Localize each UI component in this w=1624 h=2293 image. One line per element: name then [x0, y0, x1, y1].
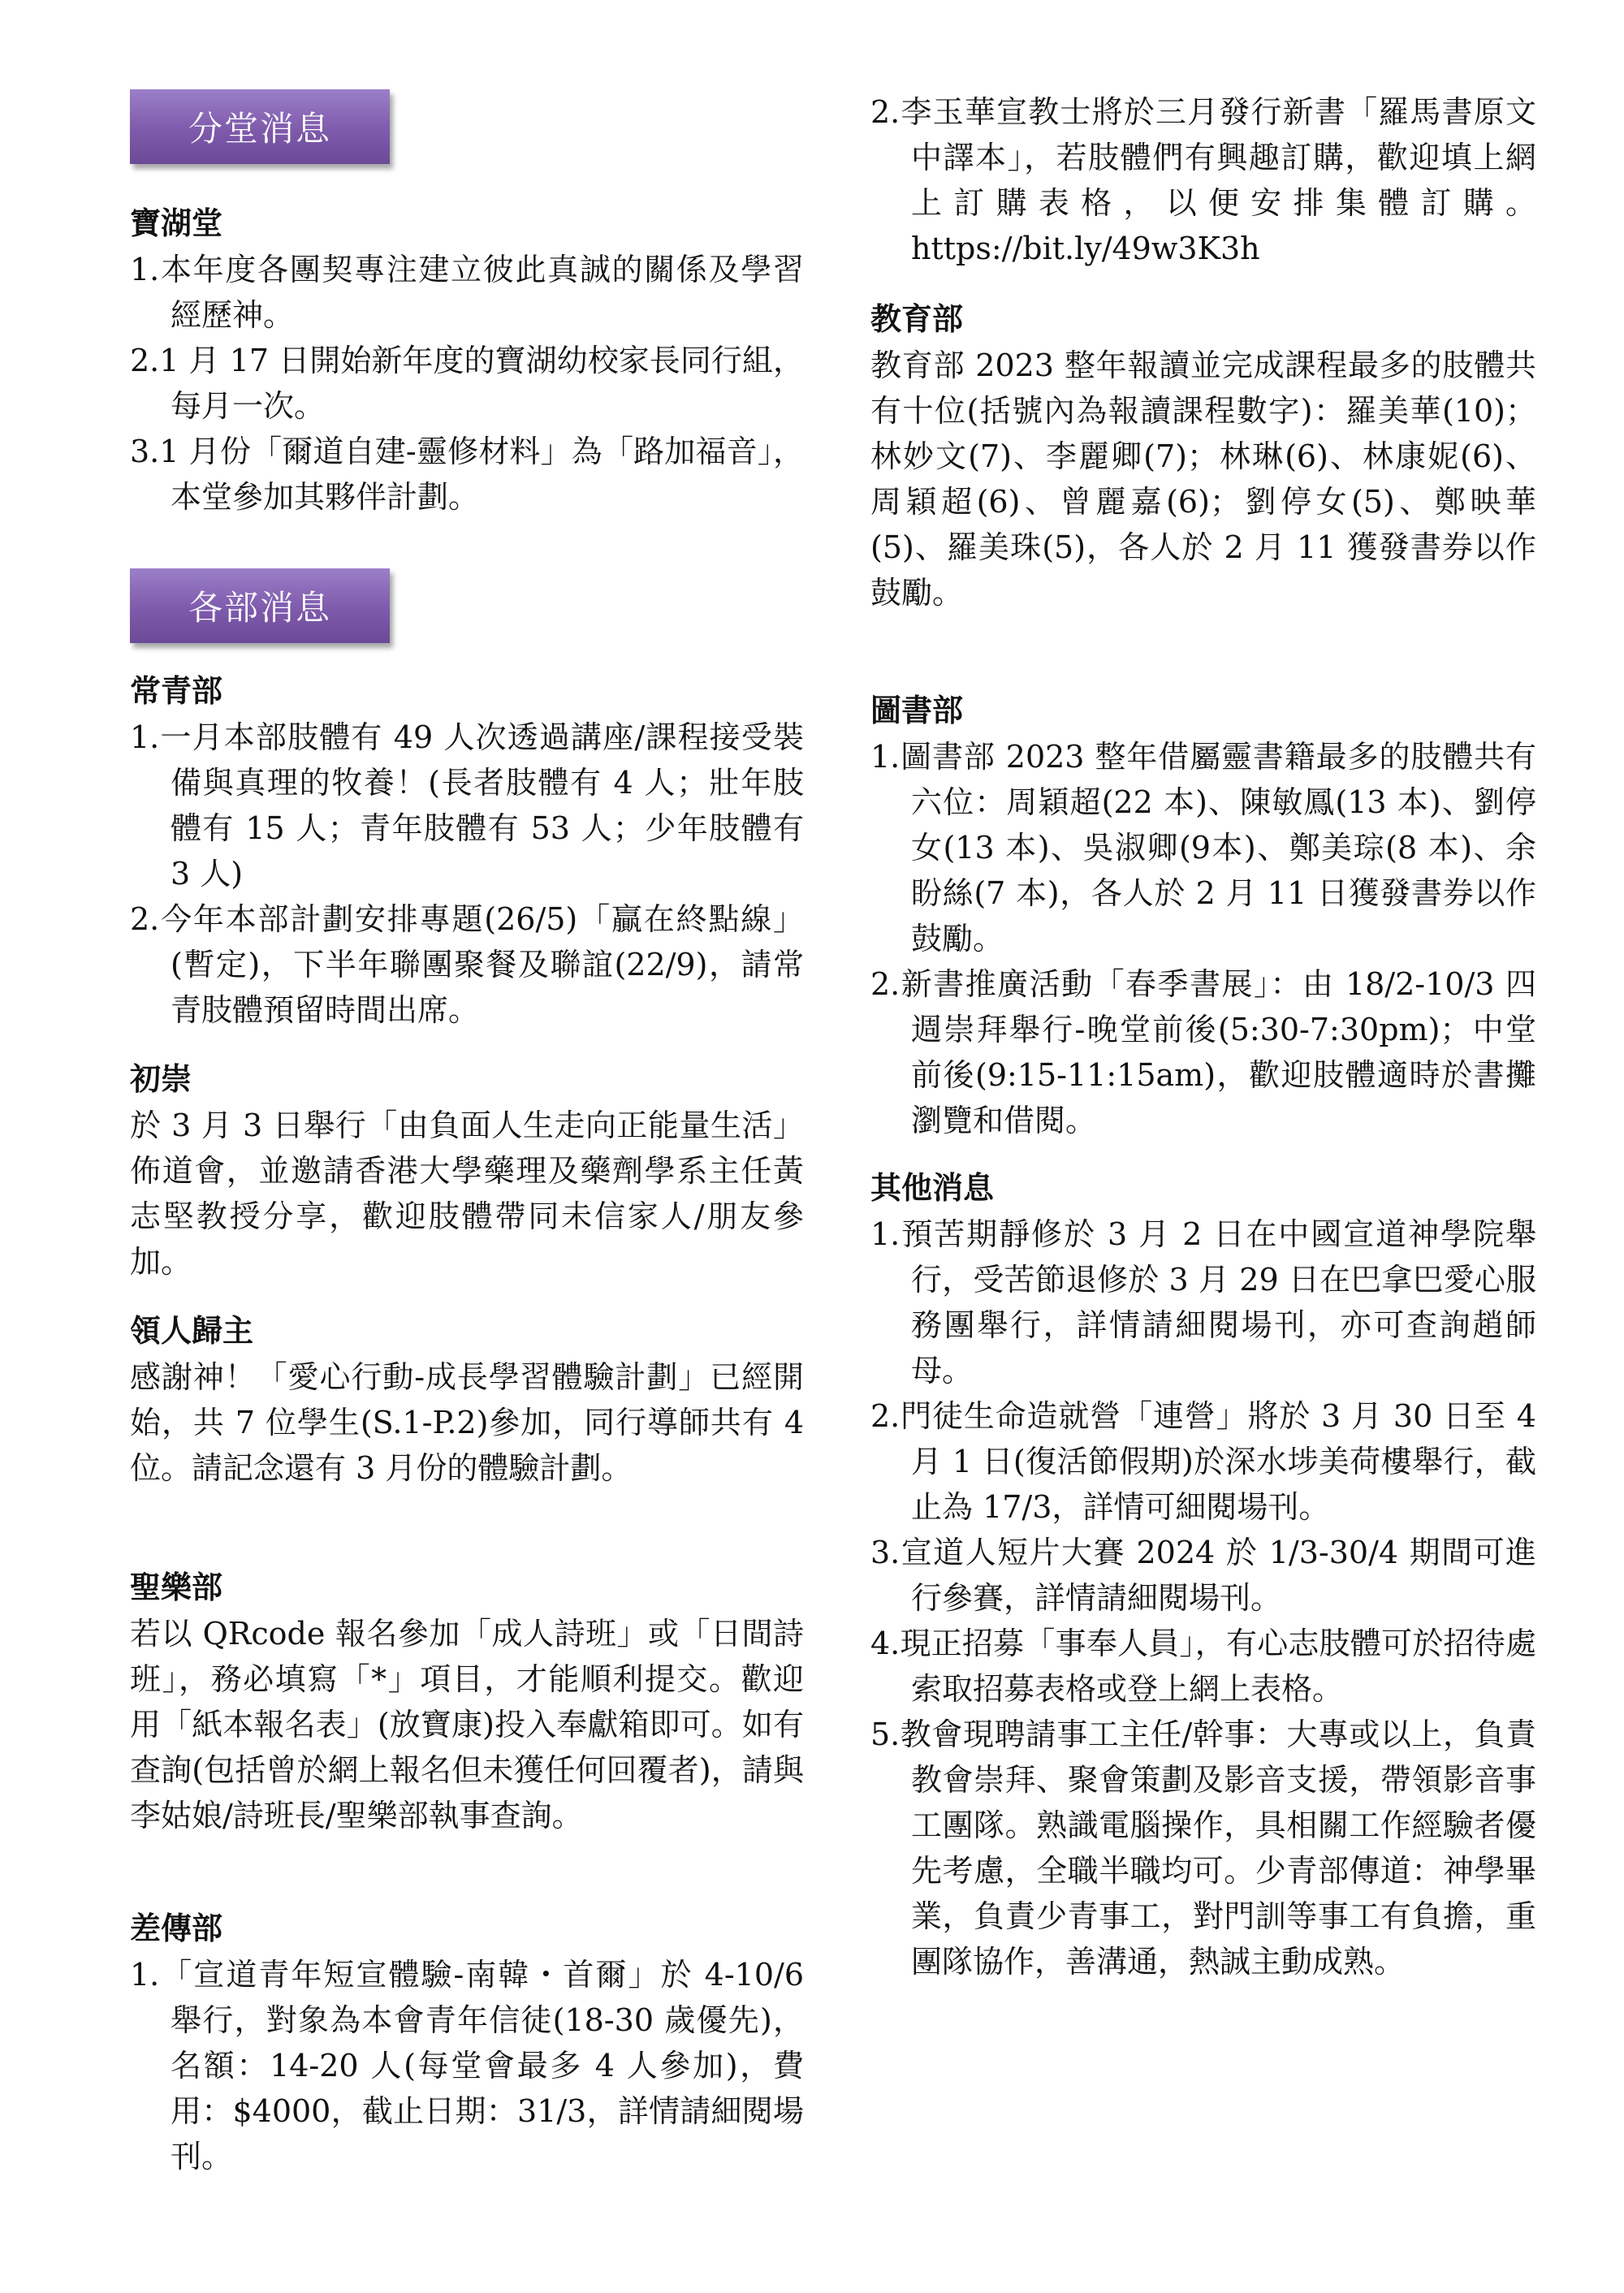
baohu-section [130, 200, 804, 520]
baohu-item-3: 3.1 月份「爾道自建-靈修材料」為「路加福音」，本堂參加其夥伴計劃。 [130, 434, 804, 515]
chaichuan-item-1: 1.「宣道青年短宣體驗-南韓・首爾」於 4-10/6 舉行，對象為本會青年信徒(18-30 歲優先)，名額：14-20 人(每堂會最多 4 人參加)，費用：$4000，截止日期：31/3，詳情請細閱場刊。 [130, 1957, 804, 2174]
shengyue-text: 若以 QRcode 報名參加「成人詩班」或「日間詩班」，務必填寫「*」項目，才能順利提交。歡迎用「紙本報名表」(放寶康)投入奉獻箱即可。如有查詢(包括曾於網上報名但未獲任何回覆者)，請與李姑娘/詩班長/聖樂部執事查詢。 [130, 1616, 804, 1833]
chuchong-text: 於 3 月 3 日舉行「由負面人生走向正能量生活」佈道會，並邀請香港大學藥理及藥劑學系主任黃志堅教授分享，歡迎肢體帶同未信家人/朋友參加。 [130, 1108, 804, 1280]
changqing-title: 常青部 [130, 672, 223, 709]
qita-item-3: 3.宣道人短片大賽 2024 於 1/3-30/4 期間可進行參賽，詳情請細閱場刊。 [870, 1535, 1536, 1616]
changqing-section [130, 667, 804, 1033]
tushu-item-1: 1.圖書部 2023 整年借屬靈書籍最多的肢體共有六位：周穎超(22 本)、陳敏鳳(13 本)、劉停女(13 本)、吳淑卿(9本)、鄭美琮(8 本)、余盼絲(7 本)，各人於 2 月 11 日獲發書券以作鼓勵。 [870, 739, 1536, 956]
tushu-title: 圖書部 [870, 692, 964, 728]
baohu-title: 寶湖堂 [130, 205, 223, 241]
qita-title: 其他消息 [870, 1169, 995, 1206]
jiaoyu-text: 教育部 2023 整年報讀並完成課程最多的肢體共有十位(括號內為報讀課程數字)：羅美華(10)；林妙文(7)、李麗卿(7)；林琳(6)、林康妮(6)、周穎超(6)、曾麗嘉(6)；劉停女(5)、鄭映華(5)、羅美珠(5)，各人於 2 月 11 獲發書券以作鼓勵。 [870, 348, 1536, 611]
shengyue-title: 聖樂部 [130, 1569, 223, 1605]
chaichuan-title: 差傳部 [130, 1910, 223, 1946]
dept-news-banner: 各部消息 [130, 568, 390, 643]
chaichuan-item-2: 2.李玉華宣教士將於三月發行新書「羅馬書原文中譯本」，若肢體們有興趣訂購，歡迎填上網上訂購表格，以便安排集體訂購。https://bit.ly/49w3K3h [870, 94, 1536, 266]
tushu-item-2: 2.新書推廣活動「春季書展」：由 18/2-10/3 四週崇拜舉行-晚堂前後(5:30-7:30pm)；中堂前後(9:15-11:15am)，歡迎肢體適時於書攤瀏覽和借閱。 [870, 966, 1536, 1138]
lingren-section [130, 1307, 804, 1491]
lingren-text: 感謝神！「愛心行動-成長學習體驗計劃」已經開始，共 7 位學生(S.1-P.2)參加，同行導師共有 4 位。請記念還有 3 月份的體驗計劃。 [130, 1359, 804, 1486]
changqing-item-2: 2.今年本部計劃安排專題(26/5)「贏在終點線」(暫定)，下半年聯團聚餐及聯誼(22/9)，請常青肢體預留時間出席。 [130, 901, 804, 1028]
qita-item-4: 4.現正招募「事奉人員」，有心志肢體可於招待處索取招募表格或登上網上表格。 [870, 1626, 1536, 1707]
shengyue-section [130, 1564, 804, 1838]
qita-section [870, 1164, 1536, 1984]
qita-item-5: 5.教會現聘請事工主任/幹事：大專或以上，負責教會崇拜、聚會策劃及影音支援，帶領影音事工團隊。熟識電腦操作，具相關工作經驗者優先考慮，全職半職均可。少青部傳道：神學畢業，負責少青事工，對門訓等事工有負擔，重團隊協作，善溝通，熱誠主動成熟。 [870, 1717, 1536, 1980]
changqing-item-1: 1.一月本部肢體有 49 人次透過講座/課程接受裝備與真理的牧養！(長者肢體有 4 人；壯年肢體有 15 人；青年肢體有 53 人；少年肢體有 3 人) [130, 719, 804, 892]
baohu-item-2: 2.1 月 17 日開始新年度的寶湖幼校家長同行組，每月一次。 [130, 343, 804, 424]
branch-news-banner: 分堂消息 [130, 89, 390, 164]
jiaoyu-section [870, 296, 1536, 615]
qita-item-2: 2.門徒生命造就營「連營」將於 3 月 30 日至 4 月 1 日(復活節假期)於深水埗美荷樓舉行，截止為 17/3，詳情可細閱場刊。 [870, 1398, 1536, 1525]
chaichuan-section [130, 1905, 804, 2179]
qita-item-1: 1.預苦期靜修於 3 月 2 日在中國宣道神學院舉行，受苦節退修於 3 月 29 日在巴拿巴愛心服務團舉行，詳情請細閱場刊，亦可查詢趙師母。 [870, 1216, 1536, 1388]
lingren-title: 領人歸主 [130, 1312, 254, 1349]
chuchong-section [130, 1056, 804, 1285]
chaichuan-continued [870, 89, 1536, 271]
chuchong-title: 初崇 [130, 1060, 192, 1097]
jiaoyu-title: 教育部 [870, 300, 964, 337]
baohu-item-1: 1.本年度各團契專注建立彼此真誠的關係及學習經歷神。 [130, 252, 804, 333]
tushu-section [870, 687, 1536, 1143]
